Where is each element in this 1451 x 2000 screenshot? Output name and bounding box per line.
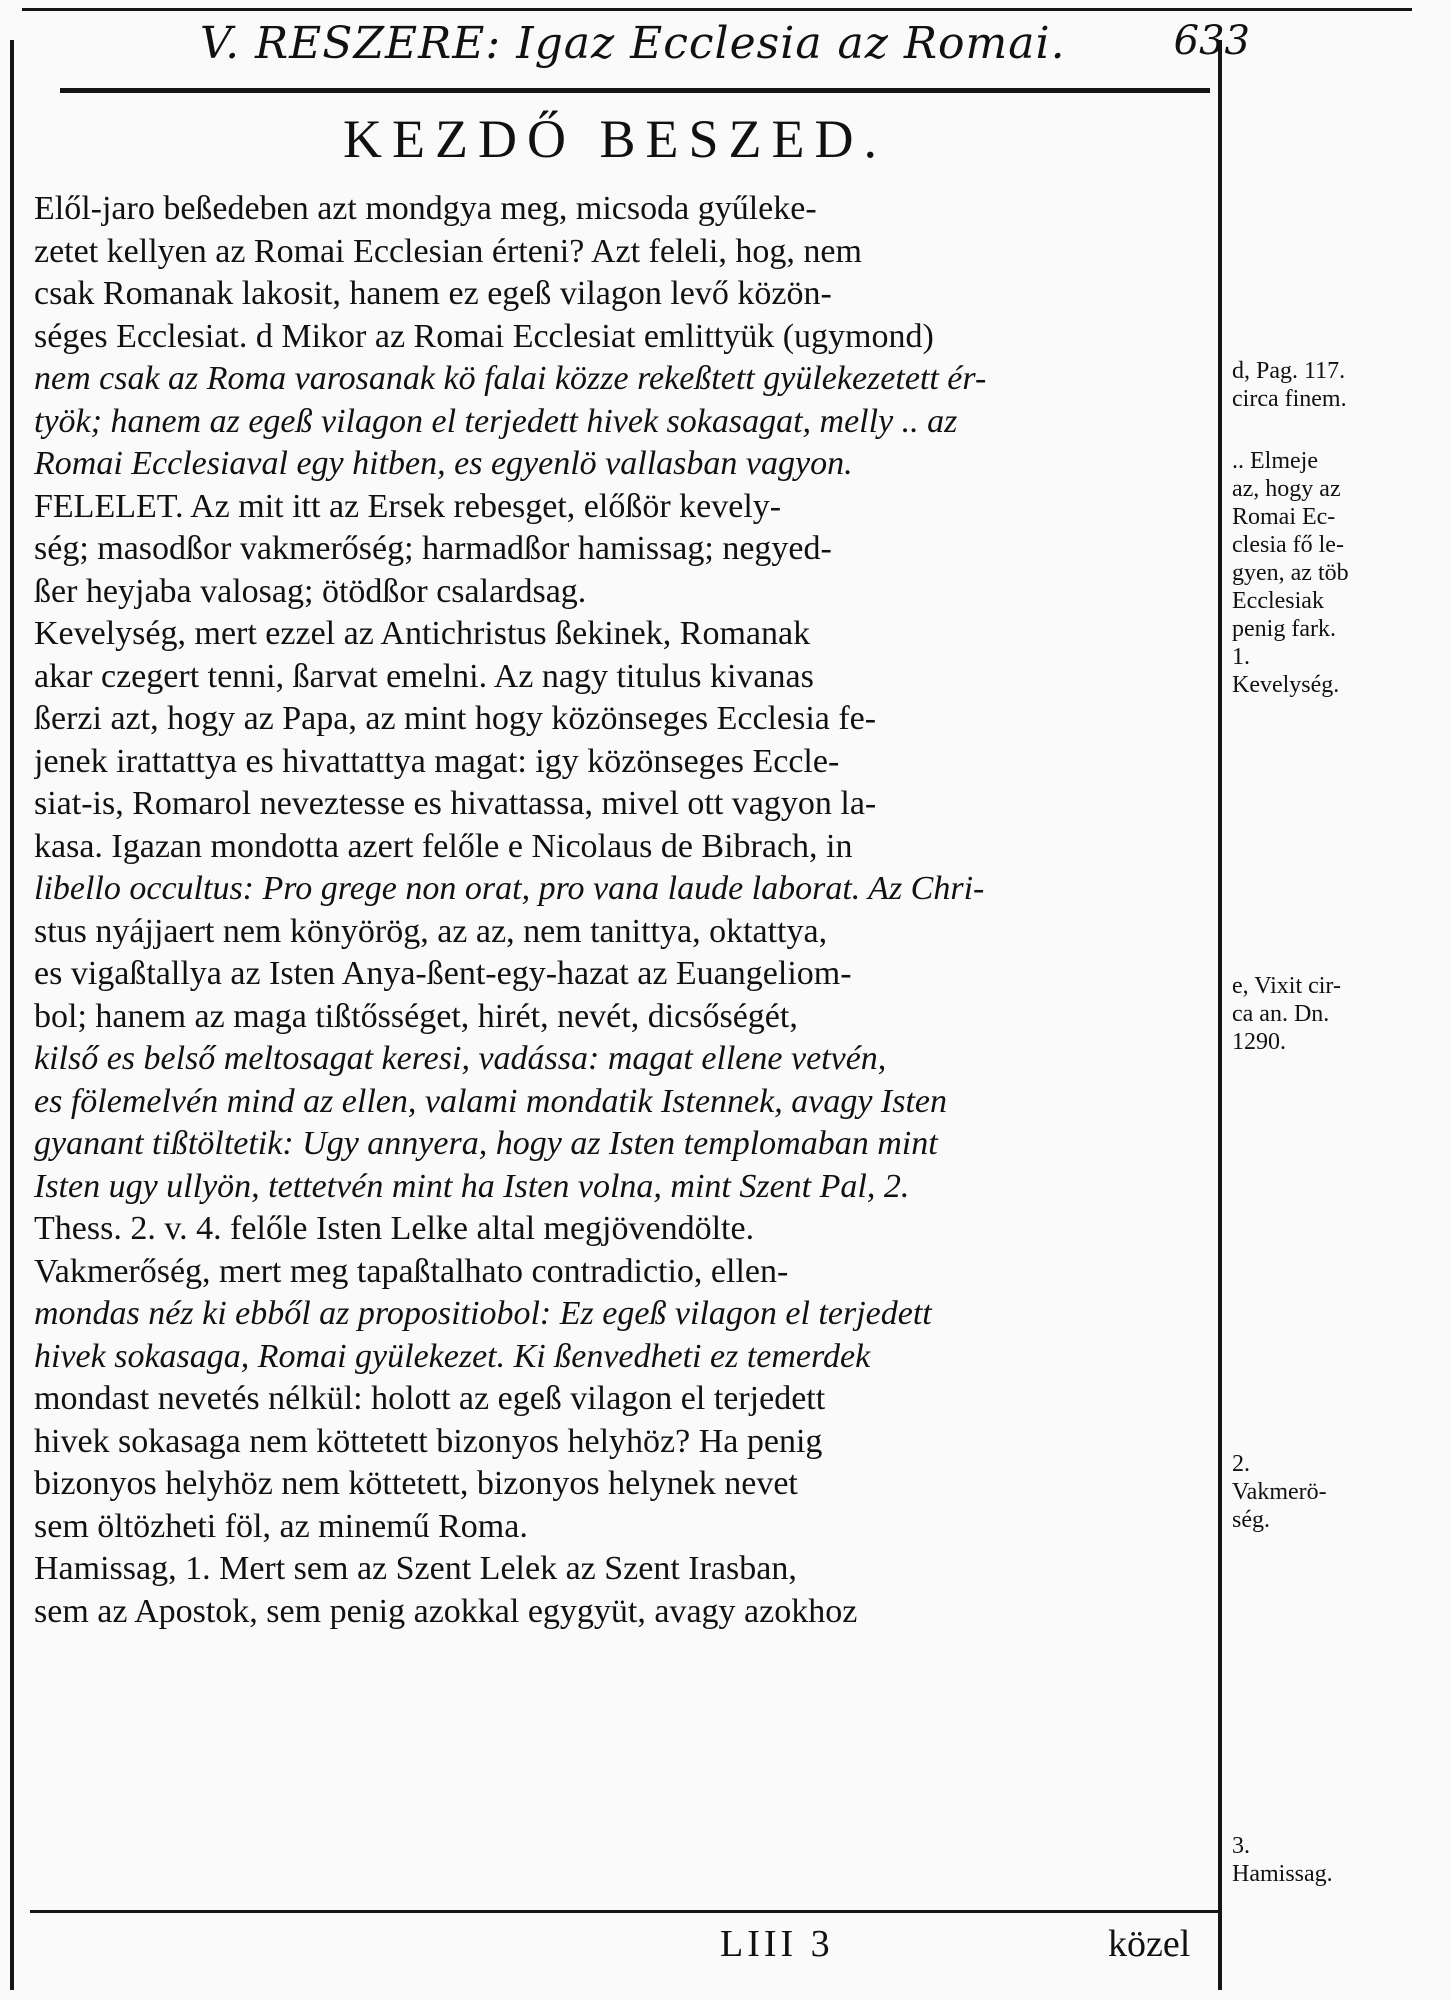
running-title: V. RESZERE: Igaz Ecclesia az Romai. (200, 18, 1066, 69)
margin-line: Vakmerö- (1232, 1479, 1327, 1505)
text-line: stus nyájjaert nem könyörög, az az, nem tanittya, oktattya, (34, 912, 828, 950)
margin-line: penig fark. (1232, 616, 1336, 642)
left-border (10, 40, 14, 1990)
margin-line: 2. (1232, 1451, 1250, 1477)
text-line: kilső es belső meltosagat keresi, vadássa: magat ellene vetvén, (34, 1040, 887, 1077)
text-line: jenek irattattya es hivattattya magat: igy közönseges Eccle- (34, 742, 840, 780)
text-line: sem öltözheti föl, az minemű Roma. (34, 1507, 528, 1545)
text-line: bol; hanem az maga tißtősséget, hirét, nevét, dicsőségét, (34, 997, 798, 1035)
margin-line: Kevelység. (1232, 672, 1340, 698)
margin-note-3 (1232, 1832, 1442, 1888)
text-line: libello occultus: Pro grege non orat, pro vana laude laborat. Az Chri- (34, 870, 985, 907)
margin-note-e (1232, 972, 1442, 1056)
text-line: ség; masodßor vakmerőség; harmadßor hamissag; negyed- (34, 530, 832, 567)
text-line: hivek sokasaga, Romai gyülekezet. Ki ßenvedheti ez temerdek (34, 1337, 871, 1375)
text-line: séges Ecclesiat. d Mikor az Romai Ecclesiat emlittyük (ugymond) (34, 317, 934, 355)
text-line: es vigaßtallya az Isten Anya-ßent-egy-hazat az Euangeliom- (34, 955, 852, 992)
text-line: Isten ugy ullyön, tettetvén mint ha Isten volna, mint Szent Pal, 2. (34, 1167, 910, 1205)
main-text (34, 188, 1214, 1633)
margin-note-d (1232, 357, 1442, 413)
margin-line: 3. (1232, 1833, 1250, 1859)
margin-note-1 (1232, 447, 1442, 699)
margin-line: ca an. Dn. (1232, 1001, 1330, 1027)
text-line: mondast nevetés nélkül: holott az egeß vilagon el terjedett (34, 1380, 826, 1417)
text-line: siat-is, Romarol neveztesse es hivattassa, mivel ott vagyon la- (34, 785, 877, 822)
text-line: työk; hanem az egeß vilagon el terjedett hivek sokasagat, melly .. az (34, 402, 958, 440)
text-line: hivek sokasaga nem köttetett bizonyos helyhöz? Ha penig (34, 1422, 823, 1460)
text-line: ßer heyjaba valosag; ötödßor csalardsag. (34, 572, 587, 610)
text-line: Thess. 2. v. 4. felőle Isten Lelke altal megjövendölte. (34, 1210, 755, 1247)
text-line: akar czegert tenni, ßarvat emelni. Az nagy titulus kivanas (34, 657, 814, 695)
text-line: Kevelység, mert ezzel az Antichristus ßekinek, Romanak (34, 615, 811, 652)
margin-line: .. Elmeje (1232, 448, 1318, 474)
margin-line: e, Vixit cir- (1232, 973, 1341, 999)
margin-line: Hamissag. (1232, 1861, 1333, 1887)
page-footer (0, 1922, 1230, 1978)
text-line: kasa. Igazan mondotta azert felőle e Nicolaus de Bibrach, in (34, 827, 853, 865)
text-line: gyanant tißtöltetik: Ugy annyera, hogy az Isten templomaban mint (34, 1125, 938, 1162)
margin-line: ség. (1232, 1507, 1270, 1533)
page-number: 633 (1173, 18, 1250, 64)
margin-line: d, Pag. 117. (1232, 358, 1346, 384)
text-line: zetet kellyen az Romai Ecclesian érteni? Azt feleli, hog, nem (34, 232, 862, 270)
margin-line: clesia fő le- (1232, 532, 1344, 558)
text-line: nem csak az Roma varosanak kö falai közze rekeßtett gyülekezetett ér- (34, 360, 987, 397)
top-border (22, 8, 1412, 11)
header-rule (60, 88, 1210, 93)
margin-line: circa finem. (1232, 386, 1347, 412)
text-line: Romai Ecclesiaval egy hitben, es egyenlö vallasban vagyon. (34, 445, 853, 482)
text-line: Vakmerőség, mert meg tapaßtalhato contradictio, ellen- (34, 1252, 789, 1290)
footer-rule (30, 1910, 1220, 1913)
margin-line: Romai Ec- (1232, 504, 1336, 530)
text-line: FELELET. Az mit itt az Ersek rebesget, előßör kevely- (34, 487, 782, 525)
text-line: bizonyos helyhöz nem köttetett, bizonyos helynek nevet (34, 1465, 798, 1502)
margin-line: 1. (1232, 644, 1250, 670)
running-header (200, 18, 1250, 74)
text-line: sem az Apostok, sem penig azokkal egygyüt, avagy azokhoz (34, 1592, 858, 1630)
signature-mark: LIII 3 (720, 1923, 834, 1965)
text-line: mondas néz ki ebből az propositiobol: Ez egeß vilagon el terjedett (34, 1295, 932, 1332)
text-line: Elől-jaro beßedeben azt mondgya meg, micsoda gyűleke- (34, 190, 817, 227)
margin-line: az, hogy az (1232, 476, 1341, 502)
catchword: közel (1108, 1923, 1191, 1965)
text-line: ßerzi azt, hogy az Papa, az mint hogy közönseges Ecclesia fe- (34, 700, 877, 737)
text-line: es fölemelvén mind az ellen, valami mondatik Istennek, avagy Isten (34, 1082, 948, 1120)
column-divider (1218, 40, 1222, 1990)
margin-line: gyen, az töb (1232, 560, 1349, 586)
margin-line: Ecclesiak (1232, 588, 1324, 614)
margin-line: 1290. (1232, 1029, 1286, 1055)
text-line: Hamissag, 1. Mert sem az Szent Lelek az Szent Irasban, (34, 1550, 797, 1587)
text-line: csak Romanak lakosit, hanem ez egeß vilagon levő közön- (34, 275, 832, 312)
chapter-heading: KEZDŐ BESZED. (343, 109, 887, 169)
margin-note-2 (1232, 1450, 1442, 1534)
